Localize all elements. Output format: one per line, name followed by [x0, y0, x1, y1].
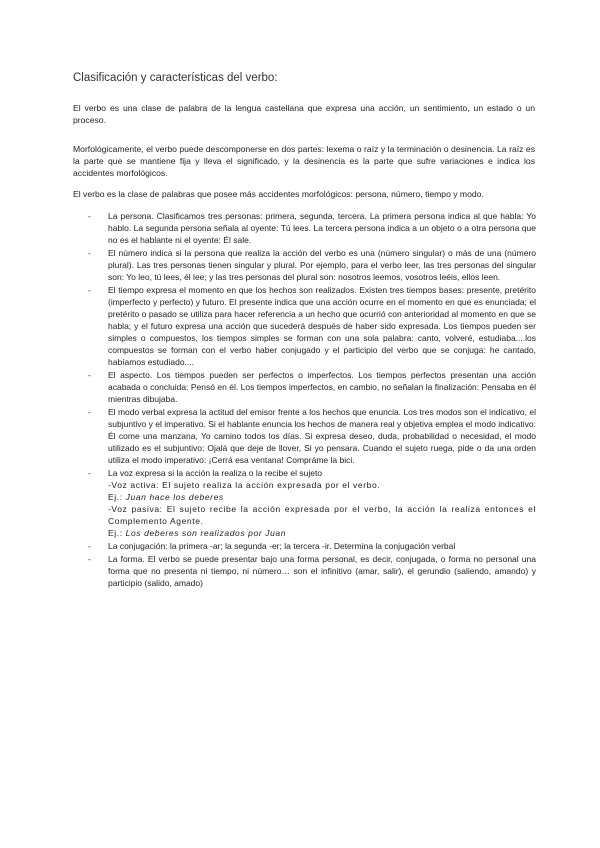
list-item-forma — [88, 553, 536, 589]
list-item-aspecto — [88, 369, 536, 405]
list-item-tiempo — [88, 284, 536, 368]
characteristics-list — [88, 210, 536, 590]
dash-bullet: - — [88, 211, 91, 221]
list-item-voz — [88, 467, 536, 539]
item-text: El aspecto. Los tiempos pueden ser perfectos o imperfectos. Los tiempos perfectos presentan una acción acabada o concluida: Pensó en él. Los tiempos imperfectos, en cambio, no señalan la finalización: Pensaba en él mientras dibujaba. — [108, 370, 536, 404]
example-prefix: Ej.: — [108, 492, 126, 502]
list-item-conjugacion — [88, 540, 536, 552]
item-text: El tiempo expresa el momento en que los hechos son realizados. Existen tres tiempos bases: presente, pretérito (imperfecto y perfecto) y futuro. El presente indica que una acción ocurre en el momento en que es enunciada; el pretérito o pasado se utiliza para hacer referencia a un hecho que ocurrió con anterioridad al momento en que se habla; y el futuro expresa una acción que sucederá después de haber sido expresada. Los tiempos pueden ser simples o compuestos, los tiempos simples se forman con una sola palabra: canto, volveré, estudiaba....los compuestos se forman con el verbo haber conjugado y el participio del verbo que se conjuga: he cantado, habíamos estudiado.... — [108, 285, 536, 367]
voz-activa-example — [108, 491, 536, 503]
voz-pasiva-example — [108, 527, 536, 539]
item-text: El modo verbal expresa la actitud del emisor frente a los hechos que enuncia. Los tres modos son el indicativo, el subjuntivo y el imperativo. Si el hablante enuncia los hechos de manera real y objetiva emplea el modo indicativo: Él come una manzana, Yo camino todos los días. Si expresa deseo, duda, probabilidad o necesidad, el modo utilizado es el subjuntivo: Ojalá que deje de llover, Si yo pensara. Cuando el sujeto ruega, pide o da una orden utiliza el modo imperativo: ¡Cerrá esa ventana! Compráme la bici. — [108, 407, 536, 465]
dash-bullet: - — [88, 370, 91, 380]
item-text: La conjugación: la primera -ar; la segunda -er; la tercera -ir. Determina la conjugación verbal — [108, 541, 456, 551]
voz-activa: -Voz activa: El sujeto realiza la acción expresada por el verbo. — [108, 480, 381, 490]
item-text: La persona. Clasificamos tres personas: primera, segunda, tercera. La primera persona indica al que habla: Yo hablo. La segunda persona señala al oyente: Tú lees. La tercera persona indica a un objeto o a otra persona que no es el hablante ni el oyente: Él sale. — [108, 211, 536, 245]
example-text: Juan hace los deberes — [125, 492, 224, 502]
voz-pasiva: -Voz pasiva: El sujeto recibe la acción expresada por el verbo, la acción la realiza entonces el Complemento Agente. — [108, 504, 536, 526]
list-item-numero — [88, 247, 536, 283]
example-text: Los deberes son realizados por Juan — [125, 528, 287, 538]
intro-paragraph-definition: El verbo es una clase de palabra de la lengua castellana que expresa una acción, un sentimiento, un estado o un proceso. — [73, 103, 535, 125]
dash-bullet: - — [88, 407, 91, 417]
dash-bullet: - — [88, 285, 91, 295]
dash-bullet: - — [88, 541, 91, 551]
item-text: El número indica si la persona que realiza la acción del verbo es una (número singular) o más de una (número plural). Las tres personas tienen singular y plural. Por ejemplo, para el verbo leer, las tres personas del singular son: Yo leo, tú lees, él lee; y las tres personas del plural son: nosotros leemos, vosotros leéis, ellos leen. — [108, 248, 536, 282]
example-prefix: Ej.: — [108, 528, 126, 538]
intro-paragraph-accidents: El verbo es la clase de palabras que posee más accidentes morfológicos: persona, número, tiempo y modo. — [73, 189, 484, 199]
page-title: Clasificación y características del verbo: — [73, 72, 278, 84]
dash-bullet: - — [88, 554, 91, 564]
list-item-persona — [88, 210, 536, 246]
voz-intro: La voz expresa si la acción la realiza o la recibe el sujeto — [108, 468, 323, 478]
list-item-modo — [88, 406, 536, 466]
intro-paragraph-morphology: Morfológicamente, el verbo puede descomponerse en dos partes: lexema o raíz y la terminación o desinencia. La raíz es la parte que se mantiene fija y lleva el significado, y la desinencia es la parte que sufre variaciones e indica los accidentes morfológicos. — [73, 144, 535, 178]
item-text: La forma. El verbo se puede presentar bajo una forma personal, es decir, conjugada, o forma no personal una forma que no presenta ni tiempo, ni número… son el infinitivo (amar, salir), el gerundio (saliendo, amando) y participio (salido, amado) — [108, 554, 536, 588]
dash-bullet: - — [88, 248, 91, 258]
dash-bullet: - — [88, 468, 91, 478]
